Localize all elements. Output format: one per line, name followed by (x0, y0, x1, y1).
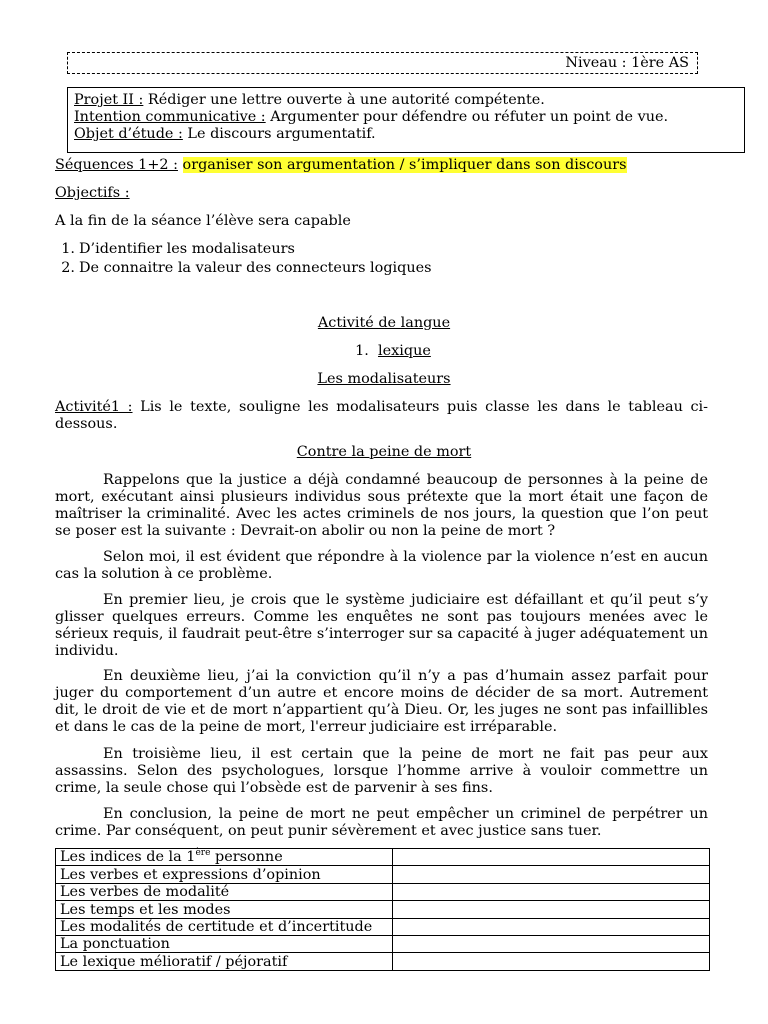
table-answer-cell[interactable] (393, 883, 710, 900)
objectives-list (55, 240, 432, 278)
table-answer-cell[interactable] (393, 918, 710, 935)
projet-box (67, 87, 745, 153)
projet-line (74, 92, 744, 109)
list-item-text: D’identifier les modalisateurs (79, 241, 295, 257)
paragraph-6: En conclusion, la peine de mort ne peut empêcher un criminel de perpétrer un crime. Par conséquent, on peut punir sévèrement et avec justice sans tuer. (55, 806, 708, 839)
projet-text: Rédiger une lettre ouverte à une autorité compétente. (143, 92, 545, 108)
table-answer-cell[interactable] (393, 953, 710, 970)
table-row-label: Les temps et les modes (56, 901, 393, 918)
table-row-label: Les indices de la 1ère personne (56, 849, 393, 866)
table-row (56, 953, 710, 970)
paragraph-5: En troisième lieu, il est certain que la peine de mort ne fait pas peur aux assassins. Selon des psychologues, lorsque l’homme arrive à vouloir commettre un crime, la seule chose qui l’obsède est de parvenir à ses fins. (55, 746, 708, 796)
modalisateurs-table (55, 848, 710, 971)
lexique-number: 1. (355, 343, 369, 359)
table-row (56, 918, 710, 935)
sequences-text: organiser son argumentation / s’impliquer dans son discours (182, 157, 627, 173)
list-item-number: 1. (61, 241, 75, 257)
intention-text: Argumenter pour défendre ou réfuter un point de vue. (265, 109, 669, 125)
sequences-label: Séquences 1+2 : (55, 157, 178, 173)
paragraph-4: En deuxième lieu, j’ai la conviction qu’il n’y a pas d’humain assez parfait pour juger du comportement d’un autre et encore moins de décider de sa mort. Autrement dit, le droit de vie et de mort n’appartient qu’à Dieu. Or, les juges ne sont pas infaillibles et dans le cas de la peine de mort, l'erreur judiciaire est irréparable. (55, 668, 708, 735)
table-row-label: Les verbes de modalité (56, 883, 393, 900)
table-row-label: Le lexique mélioratif / péjoratif (56, 953, 393, 970)
text-title: Contre la peine de mort (296, 444, 472, 460)
activite1-text: Lis le texte, souligne les modalisateurs puis classe les dans le tableau ci-dessous. (55, 399, 708, 432)
list-item (55, 259, 432, 278)
list-item (55, 240, 432, 259)
intention-line (74, 109, 744, 126)
intention-label: Intention communicative : (74, 109, 266, 125)
objet-label: Objet d’étude : (74, 126, 183, 142)
objet-text: Le discours argumentatif. (182, 126, 376, 142)
list-item-text: De connaitre la valeur des connecteurs logiques (79, 260, 432, 276)
table-row-label: Les verbes et expressions d’opinion (56, 866, 393, 883)
table-answer-cell[interactable] (393, 935, 710, 952)
table-answer-cell[interactable] (393, 866, 710, 883)
capable-text: A la fin de la séance l’élève sera capable (55, 213, 351, 229)
niveau-text: Niveau : 1ère AS (565, 55, 689, 71)
paragraph-2: Selon moi, il est évident que répondre à la violence par la violence n’est en aucun cas la solution à ce problème. (55, 549, 708, 582)
list-item-number: 2. (61, 260, 75, 276)
activite-langue-heading: Activité de langue (317, 315, 451, 331)
table-row (56, 883, 710, 900)
projet-label: Projet II : (74, 92, 144, 108)
table-row-label: Les modalités de certitude et d’incertitude (56, 918, 393, 935)
sequences-line (55, 157, 627, 174)
lexique-heading (0, 343, 768, 360)
paragraph-3: En premier lieu, je crois que le système judiciaire est défaillant et qu’il peut s’y glisser quelques erreurs. Comme les enquêtes ne sont pas toujours menées avec le sérieux requis, il faudrait peut-être s’interroger sur sa capacité à juger adéquatement un individu. (55, 592, 708, 659)
niveau-box (67, 52, 698, 74)
table-answer-cell[interactable] (393, 849, 710, 866)
activite1-instruction (55, 399, 708, 433)
objet-line (74, 126, 744, 143)
lexique-text: lexique (378, 343, 431, 359)
table-row-label: La ponctuation (56, 935, 393, 952)
objectifs-label: Objectifs : (55, 185, 130, 201)
table-row (56, 901, 710, 918)
table-answer-cell[interactable] (393, 901, 710, 918)
activite1-label: Activité1 : (55, 399, 133, 415)
paragraph-1: Rappelons que la justice a déjà condamné beaucoup de personnes à la peine de mort, exécutant ainsi plusieurs individus sous prétexte que la mort était une façon de maîtriser la criminalité. Avec les actes criminels de nos jours, la question que l’on peut se poser est la suivante : Devrait-on abolir ou non la peine de mort ? (55, 472, 708, 539)
table-row (56, 849, 710, 866)
modalisateurs-heading: Les modalisateurs (317, 371, 451, 387)
table-row (56, 935, 710, 952)
table-row (56, 866, 710, 883)
